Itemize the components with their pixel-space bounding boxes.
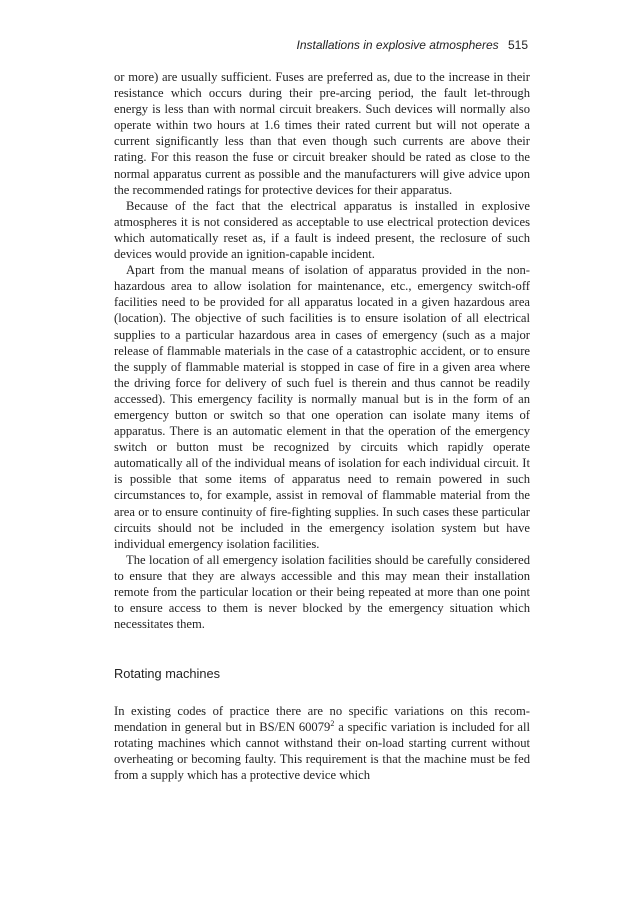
paragraph-continued: or more) are usually sufficient. Fuses are preferred as, due to the increase in their resistance which occurs during their pre-arcing period, the fault let-through energy is less than with normal circuit breakers. Such devices will normally also operate within two hours at 1.6 times their rated current but will not operate a current significantly less than that even though such currents are above their rating. For this reason the fuse or circuit breaker should be rated as close to the normal apparatus current as possible and the manufacturers will give advice upon the recommended ratings for protective devices for their apparatus. (114, 70, 530, 197)
paragraph-isolation-location: The location of all emergency isolation facilities should be carefully considered to ensure that they are always accessible and this may mean their installation remote from the particular location or their being repeated at more than one point to ensure access to them is never blocked by the emergency situation which necessitates them. (114, 552, 530, 632)
running-head (297, 38, 528, 52)
section-heading: Rotating machines (114, 666, 220, 681)
paragraph-reset-devices: Because of the fact that the electrical apparatus is installed in explosive atmospheres it is not considered as acceptable to use electrical protection devices which automatically reset as, if a fault is indeed present, the reclosure of such devices would provide an ignition-capable incident. (114, 198, 530, 262)
running-title: Installations in explosive atmospheres (296, 38, 499, 52)
reference-mark: 2 (330, 718, 335, 728)
section-text-start: In existing codes of practice there are no specific variations on this recommendation in general but in BS/EN 60079 (114, 704, 530, 735)
paragraph-emergency-switch-off: Apart from the manual means of isolation of apparatus provided in the non-hazardous area to allow isolation for maintenance, etc., emergency switch-off facilities need to be provided for all apparatus located in a given hazardous area (location). The objective of such facilities is to ensure isolation of all electrical supplies to a particular hazardous area in cases of emergency (such as a major release of flammable materials in the case of a catastrophic accident, or to ensure the supply of flammable material is stopped in case of fire in a given area where the driving force for delivery of such fuel is therein and thus cannot be readily accessed). This emergency facility is normally manual but is in the form of an emergency button or switch so that one operation can isolate many items of apparatus. There is an automatic element in that the operation of the emergency switch or button must be recognized by circuits which rapidly operate automatically all of the individual means of isolation for each individual circuit. It is possible that some items of apparatus need to remain powered in such circumstances to, for example, assist in removal of flammable material from the area or to ensure continuity of fire-fighting supplies. In such cases these particular circuits should not be included in the emergency isolation system but have individual emergency isolation facilities. (114, 263, 530, 551)
section-text-end: a specific variation is included for all rotating machines which cannot withstand their on-load starting current without overheating or becoming faulty. This requirement is that the machine must be fed from a supply which has a protective device which (114, 720, 530, 783)
section-body (114, 703, 530, 783)
section-paragraph (114, 703, 530, 783)
page-number: 515 (507, 38, 528, 52)
body-text (114, 69, 530, 632)
